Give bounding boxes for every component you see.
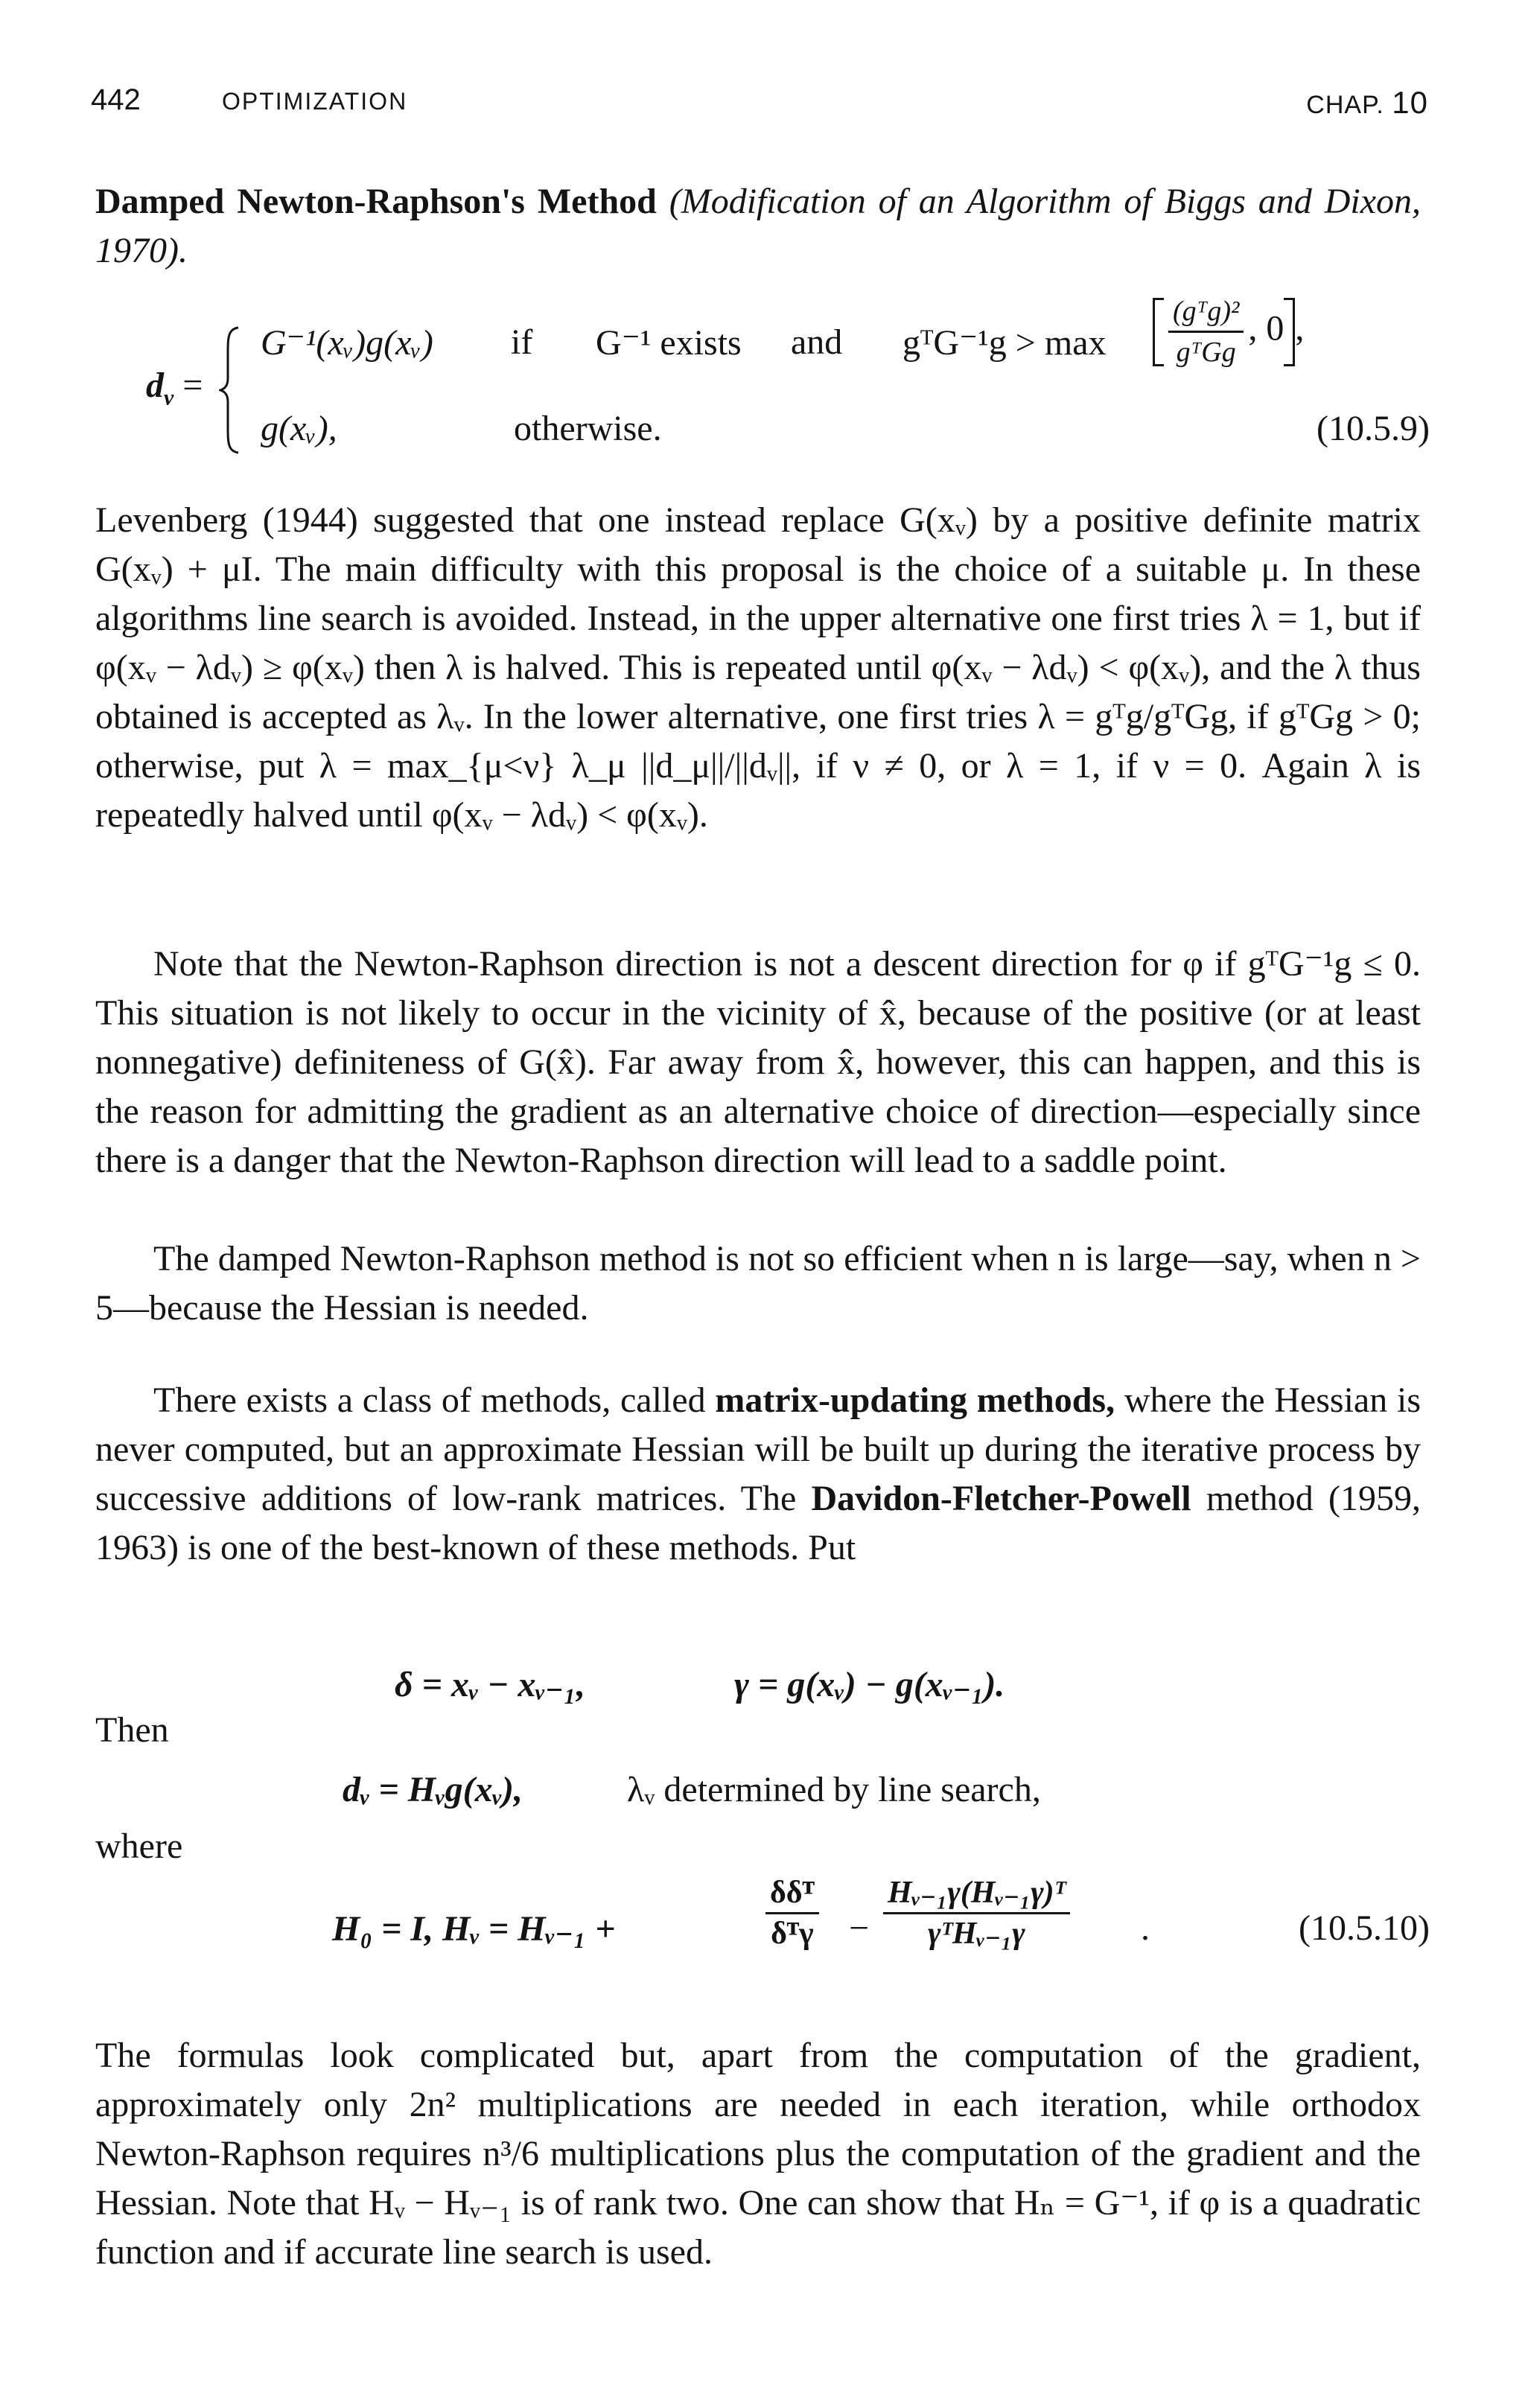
paragraph-1-text: Levenberg (1944) suggested that one instead replace G(xᵥ) by a positive definite matrix G(xᵥ) + μI. The main difficulty with this proposal is the choice of a suitable μ. In these algorithms line search is avoided. Instead, in the upper alternative one first tries λ = 1, but if φ(xᵥ − λdᵥ) ≥ φ(xᵥ) then λ is halved. This is repeated until φ(xᵥ − λdᵥ) < φ(xᵥ), and the λ thus obtained is accepted as λᵥ. In the lower alternative, one first tries λ = gᵀg/gᵀGg, if gᵀGg > 0; otherwise, put λ = max_{μ<ν} λ_μ ||d_μ||/||dᵥ||, if ν ≠ 0, or λ = 1, if ν = 0. Again λ is repeatedly halved until φ(xᵥ − λdᵥ) < φ(xᵥ).: [95, 500, 1421, 835]
equation-period: .: [1141, 1908, 1150, 1948]
fraction-hessian-update: [883, 1873, 1070, 1953]
dfp-fraction-2: [879, 1873, 1074, 1953]
paragraph-3-text: The damped Newton-Raphson method is not so efficient when n is large—say, when n > 5—because the Hessian is needed.: [95, 1239, 1421, 1328]
dfp-update-lhs: H₀ = I, Hᵥ = Hᵥ₋₁ +: [332, 1909, 616, 1949]
fraction-1-numerator: δδᵀ: [765, 1873, 819, 1914]
running-title: OPTIMIZATION: [222, 88, 408, 115]
paragraph-2-text: Note that the Newton-Raphson direction is not a descent direction for φ if gᵀG⁻¹g ≤ 0. This situation is not likely to occur in the vicinity of x̂, because of the positive (or at least nonnegative) definiteness of G(x̂). Far away from x̂, however, this can happen, and this is the reason for admitting the gradient as an alternative choice of direction—especially since there is a danger that the Newton-Raphson direction will lead to a saddle point.: [95, 944, 1421, 1180]
minus-sign: −: [849, 1908, 870, 1948]
max-argument: $\frac{\text{(gᵀg)²}}{\text{gᵀGg}}$ , 0 ,: [1153, 292, 1304, 372]
left-bracket: [1153, 298, 1164, 366]
running-header: [91, 83, 1428, 128]
left-brace: [219, 325, 241, 456]
paragraph-descent-direction: [95, 940, 1421, 1185]
case2-condition: otherwise.: [514, 409, 662, 448]
fraction-2-denominator: γᵀHᵥ₋₁γ: [928, 1917, 1025, 1951]
max-fraction-denominator: gᵀGg: [1176, 337, 1236, 368]
term-matrix-updating: matrix-updating methods,: [715, 1380, 1115, 1420]
delta-definition: δ = xᵥ − xᵥ₋₁,: [395, 1665, 585, 1704]
case1-expression: G⁻¹(xᵥ)g(xᵥ): [261, 323, 433, 363]
case2-expression: g(xᵥ),: [261, 409, 337, 448]
eq-lhs: $d_\nu$ =: [146, 366, 203, 410]
chapter-prefix: CHAP.: [1306, 91, 1384, 119]
paragraph-5-text: The formulas look complicated but, apart from the computation of the gradient, approximately only 2n² multiplications are needed in each iteration, while orthodox Newton-Raphson requires n³/6 multiplications plus the computation of the gradient and the Hessian. Note that Hᵥ − Hᵥ₋₁ is of rank two. One can show that Hₙ = G⁻¹, if φ is a quadratic function and if accurate line search is used.: [95, 2036, 1421, 2272]
max-tail: , 0: [1248, 308, 1284, 348]
eq-lhs-subscript: ν: [164, 385, 174, 410]
where-label: where: [95, 1826, 183, 1866]
fraction-2-numerator: Hᵥ₋₁γ(Hᵥ₋₁γ)ᵀ: [883, 1873, 1070, 1914]
paragraph-levenberg: [95, 496, 1421, 840]
section-heading: [95, 177, 1421, 275]
gamma-definition: γ = g(xᵥ) − g(xᵥ₋₁).: [734, 1665, 1005, 1704]
paragraph-4-text: [95, 1376, 1421, 1573]
dfp-fraction-1: [761, 1873, 824, 1953]
paragraph-efficiency: [95, 1235, 1421, 1333]
paragraph-complexity: [95, 2031, 1421, 2277]
para4-part2: where the Hessian is never computed, but an approximate Hessian will be built up during the iterative process by successive additions of low-rank matrices. The: [95, 1380, 1421, 1518]
then-label: Then: [95, 1710, 169, 1750]
eq-lhs-symbol: d: [146, 366, 164, 405]
case1-if: if: [511, 322, 533, 362]
section-title: Damped Newton-Raphson's Method: [95, 182, 657, 221]
case1-and: and: [791, 322, 843, 362]
direction-definition: dᵥ = Hᵥg(xᵥ),: [343, 1770, 523, 1809]
case1-condition-b: gᵀG⁻¹g > max: [902, 323, 1107, 363]
equation-number-10-5-9: (10.5.9): [1317, 409, 1430, 448]
max-fraction: [1168, 292, 1244, 372]
para4-part1: There exists a class of methods, called: [153, 1380, 716, 1420]
term-dfp: Davidon-Fletcher-Powell: [811, 1479, 1191, 1518]
chapter-label: [1306, 85, 1428, 121]
chapter-number: 10: [1392, 85, 1428, 120]
equation-number-10-5-10: (10.5.10): [1299, 1908, 1430, 1948]
fraction-delta: [765, 1873, 819, 1953]
section-subtitle: (Modification of an Algorithm of Biggs and Dixon, 1970).: [95, 182, 1421, 270]
lambda-line-search: λᵥ determined by line search,: [627, 1770, 1041, 1809]
max-fraction-numerator: (gᵀg)²: [1168, 292, 1244, 333]
page-number: 442: [91, 83, 141, 116]
paragraph-matrix-updating: [95, 1376, 1421, 1573]
fraction-1-denominator: δᵀγ: [771, 1917, 814, 1951]
case1-condition-a: G⁻¹ exists: [596, 323, 742, 363]
para4-part3: method (1959, 1963) is one of the best-known of these methods. Put: [95, 1479, 1421, 1567]
right-bracket: [1284, 298, 1295, 366]
